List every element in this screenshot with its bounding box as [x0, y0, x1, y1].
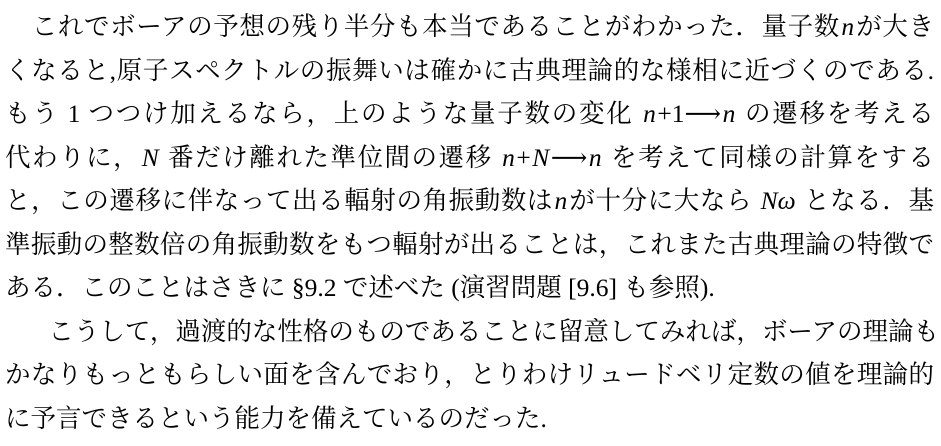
math-variable-N: N [532, 142, 550, 172]
transition-arrow: ⟶ [550, 142, 588, 172]
math-variable-n: n [554, 186, 568, 215]
plus-sign: + [516, 142, 531, 172]
text-run: を考えて同様の計算をする [603, 142, 934, 172]
math-variable-n: n [841, 12, 855, 41]
math-variable-n: n [502, 142, 515, 172]
text-run: 番だけ離れた準位間の遷移 [160, 142, 501, 172]
text-run: となる．基 [797, 186, 934, 215]
text-line [5, 92, 934, 136]
text-run: もう 1 つつけ加えるなら，上のような量子数の変化 [5, 99, 642, 128]
transition-arrow: +1⟶ [657, 99, 722, 128]
math-variable-n: n [588, 142, 602, 172]
text-line [5, 49, 934, 93]
text-run: 代わりに， [5, 142, 141, 172]
text-line [5, 179, 934, 223]
text-line [5, 397, 934, 441]
text-line [5, 5, 934, 49]
text-line [5, 223, 934, 267]
text-run: が大き [855, 12, 934, 41]
text-run: 準振動の整数倍の角振動数をもつ輻射が出ることは，これまた古典理論の特徴で [5, 229, 934, 259]
text-line [5, 353, 934, 397]
math-variable-n: n [643, 99, 656, 128]
text-run: ある．このことはさきに §9.2 で述べた (演習問題 [9.6] も参照). [5, 273, 715, 302]
text-line [5, 266, 934, 310]
paragraph [5, 5, 934, 310]
text-line [5, 310, 940, 354]
math-variable-N-omega: Nω [760, 186, 796, 215]
text-run: と，この遷移に伴なって出る輻射の角振動数は [5, 186, 554, 215]
text-run: これでボーアの予想の残り半分も本当であることがわかった．量子数 [31, 12, 840, 41]
text-run: の遷移を考える [736, 99, 934, 128]
paragraph [5, 310, 940, 441]
math-variable-n: n [722, 99, 736, 128]
text-run: に予言できるという能力を備えているのだった. [5, 403, 547, 433]
text-line [5, 136, 934, 180]
text-run: こうして，過渡的な性格のものであることに留意してみれば，ボーアの理論も [48, 316, 940, 346]
math-variable-N: N [141, 142, 159, 172]
text-run: が十分に大なら [568, 186, 760, 215]
text-run: くなると,原子スペクトルの振舞いは確かに古典理論的な様相に近づくのである. [5, 55, 934, 85]
text-run: かなりもっともらしい面を含んでおり，とりわけリュードベリ定数の値を理論的 [5, 360, 934, 389]
